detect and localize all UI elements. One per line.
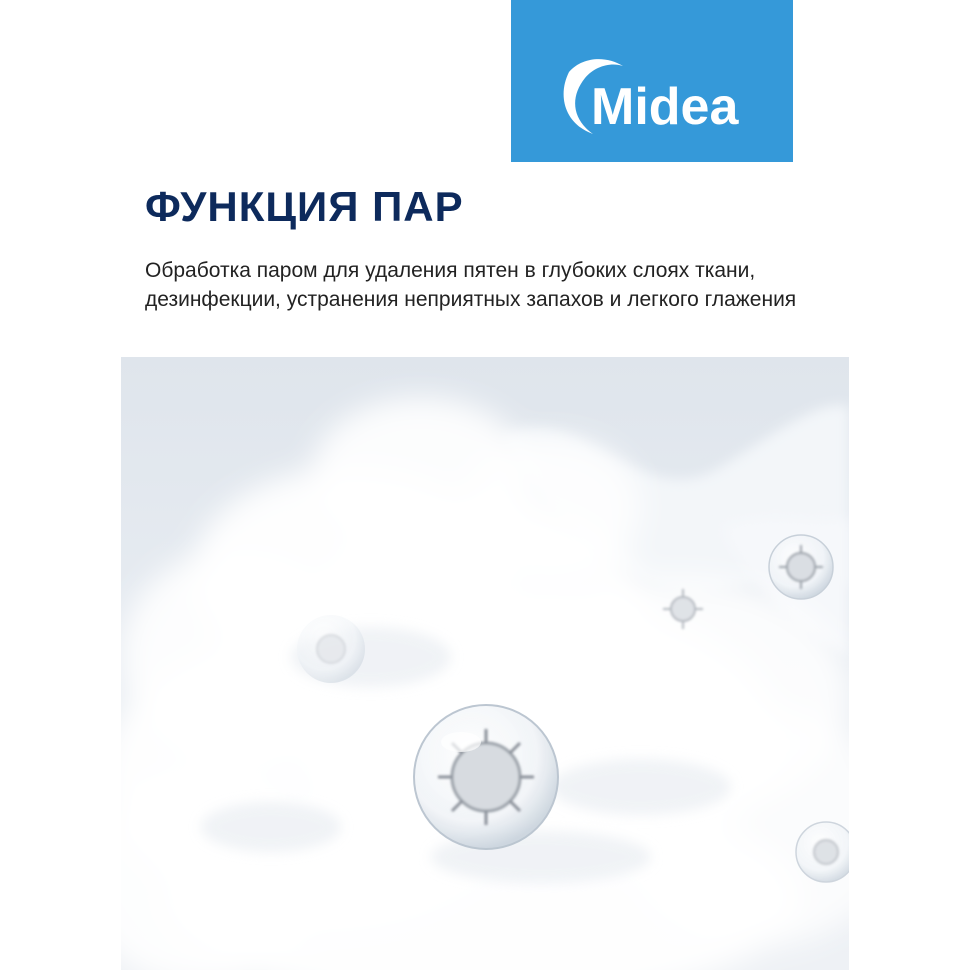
virus-bubble-left — [297, 615, 365, 683]
feature-description: Обработка паром для удаления пятен в глубоких слоях ткани, дезинфекции, устранения неприятных запахов и легкого глажения — [145, 259, 797, 311]
page-title: ФУНКЦИЯ ПАР — [145, 183, 464, 230]
brand-name: Midea — [591, 78, 739, 136]
brand-logo-box — [511, 0, 793, 162]
virus-bubble-right — [769, 535, 833, 599]
steam-illustration — [121, 357, 849, 970]
virus-bubble-large — [414, 705, 558, 849]
virus-bubble-bottom-right — [796, 822, 849, 882]
midea-logo — [511, 0, 793, 162]
steam-cloud-image — [121, 357, 849, 970]
